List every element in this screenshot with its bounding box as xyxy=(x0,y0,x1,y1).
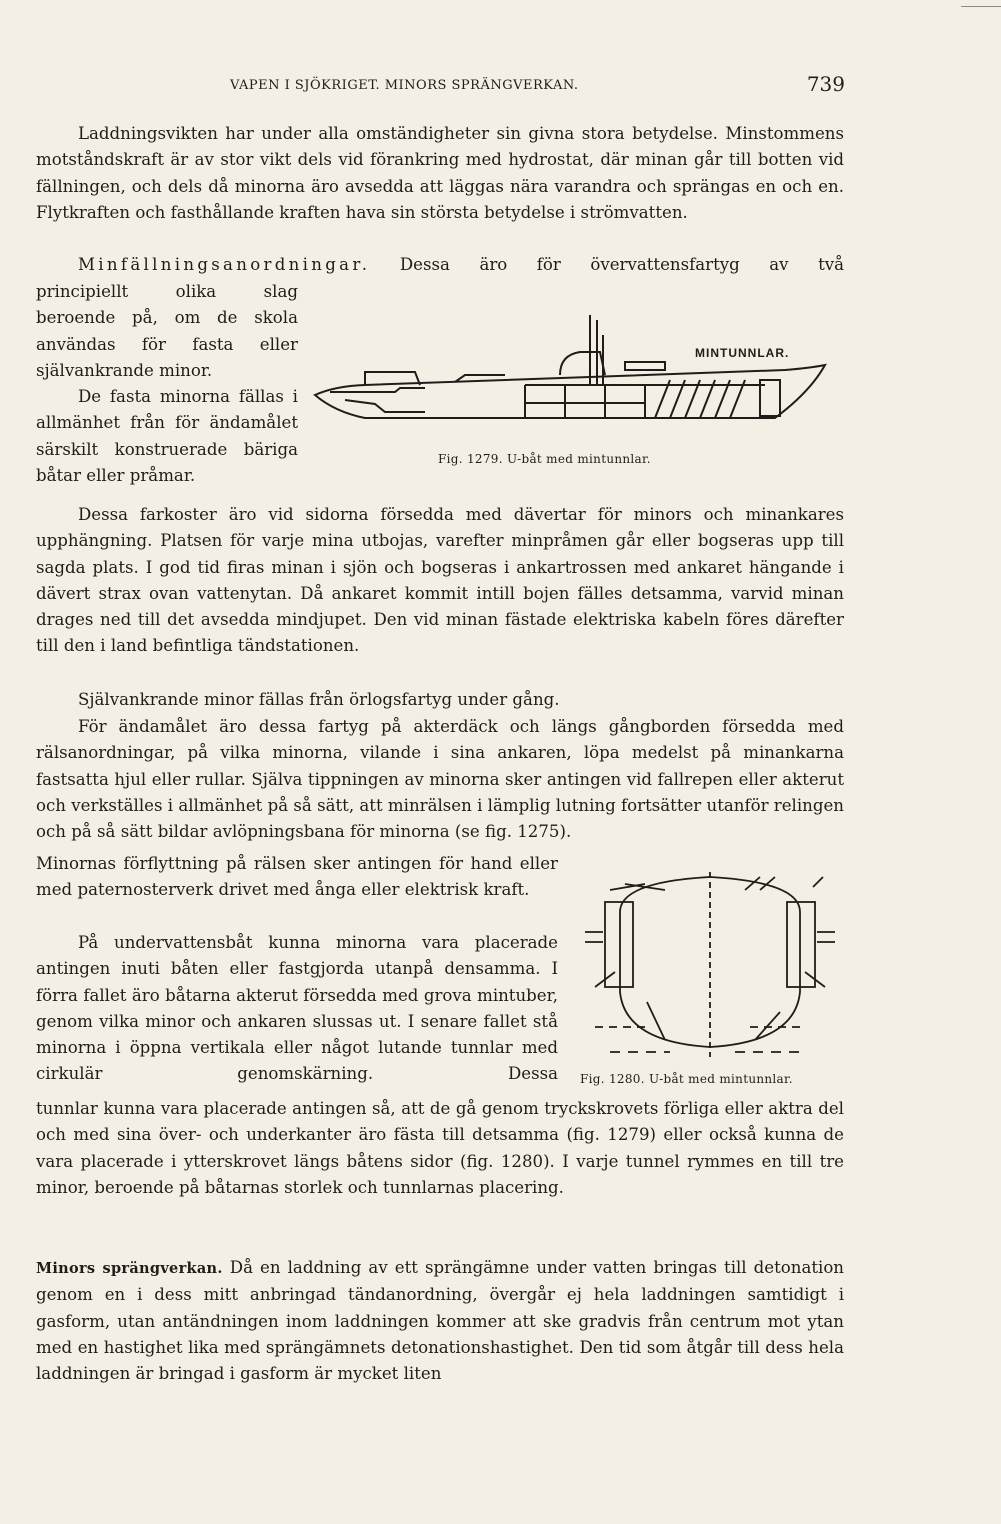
figure-1279-submarine-diagram xyxy=(305,300,845,450)
paragraph-submarine-mines: På undervattensbåt kunna minorna vara placerade antingen inuti båten eller fastgjorda utanpå densamma. I förra fallet äro båtarna akterut försedda med grova mintuber, genom vilka minor och ankaren slussas ut. I senare fallet stå minorna i öppna vertikala eller något lutande tunnlar med cirkulär genomskärning. Dessa xyxy=(36,933,558,1084)
running-title: VAPEN I SJÖKRIGET. MINORS SPRÄNGVERKAN. xyxy=(230,78,579,93)
paragraph-explosive-effect xyxy=(36,1255,844,1387)
figure-1280-caption: Fig. 1280. U-båt med mintunnlar. xyxy=(580,1072,793,1086)
paragraph-mine-barges: Dessa farkoster äro vid sidorna försedda med dävertar för minors och minankares upphängning. Platsen för varje mina utbojas, varefter minpråmen går eller bogseras upp till sagda plats. I god tid firas minan i sjön och bogseras i ankartrossen med ankaret hängande i dävert strax ovan vattenytan. Då ankaret kommit intill bojen fälles detsamma, varvid minan drages ned till det avsedda mindjupet. Den vid minan fästade elektriska kabeln föres därefter till den i land befintliga tändstationen. xyxy=(36,505,844,656)
section-term-minfallningsanordningar: Minfällningsanordningar. xyxy=(78,255,371,274)
figure-1279-caption: Fig. 1279. U-båt med mintunnlar. xyxy=(438,452,651,466)
paragraph-fixed-mines: De fasta minorna fällas i allmänhet från för ändamålet särskilt konstruerade bäriga båtar eller pråmar. xyxy=(36,387,298,485)
paragraph-mine-laying-intro: Dessa äro för övervattensfartyg av två xyxy=(370,255,844,274)
section-heading-minors-sprangverkan: Minors sprängverkan. xyxy=(36,1260,223,1277)
paragraph-mine-laying-heading xyxy=(36,252,844,278)
paragraph-explosive-effect-text: Då en laddning av ett sprängämne under vatten bringas till detonation genom en i dess mitt anbringad tändanordning, övergår ej hela laddningen samtidigt i gasform, utan antändningen inom laddningen kommer att ske gradvis från centrum mot ytan med en hastighet lika med sprängämnets detonationshastighet. Den tid som åtgår till dess hela laddningen är bringad i gasform är mycket liten xyxy=(36,1258,844,1384)
paragraph-submarine-mines-continued: tunnlar kunna vara placerade antingen så, att de gå genom tryckskrovets förliga eller aktra del och med sina över- och underkanter äro fästa till detsamma (fig. 1279) eller också kunna de vara placerade i ytterskrovet längs båtens sidor (fig. 1280). I varje tunnel rymmes en till tre minor, beroende på båtarnas storlek och tunnlarnas placering. xyxy=(36,1099,844,1197)
paragraph-rail-arrangements: För ändamålet äro dessa fartyg på akterdäck och längs gångborden försedda med rälsanordningar, på vilka minorna, vilande i sina ankaren, löpa medelst på minankarna fastsatta hjul eller rullar. Själva tippningen av minorna sker antingen vid fallrepen eller akterut och verkställes i allmänhet på så sätt, att minrälsen i lämplig lutning fortsätter utanför relingen och på så sätt bildar avlöpningsbana för minorna (se fig. 1275). xyxy=(36,717,844,842)
paragraph-mine-laying-body: principiellt olika slag beroende på, om de skola användas för fasta eller självankrande minor. xyxy=(36,282,298,380)
page-number: 739 xyxy=(806,72,845,96)
paragraph-load-weight: Laddningsvikten har under alla omständigheter sin givna stora betydelse. Minstommens motståndskraft är av stor vikt dels vid förankring med hydrostat, där minan går till botten vid fällningen, och dels då minorna äro avsedda att läggas nära varandra och sprängas en och en. Flytkraften och fasthållande kraften hava sin största betydelse i strömvatten. xyxy=(36,124,844,222)
figure-1279-label: MINTUNNLAR. xyxy=(695,346,790,360)
paragraph-mine-transport: Minornas förflyttning på rälsen sker antingen för hand eller med paternosterverk drivet med ånga eller elektrisk kraft. xyxy=(36,854,558,900)
page-header xyxy=(35,72,845,102)
paragraph-self-anchoring: Självankrande minor fällas från örlogsfartyg under gång. xyxy=(78,690,560,709)
figure-1280-submarine-section xyxy=(585,872,835,1062)
page-edge-line xyxy=(961,6,1001,7)
